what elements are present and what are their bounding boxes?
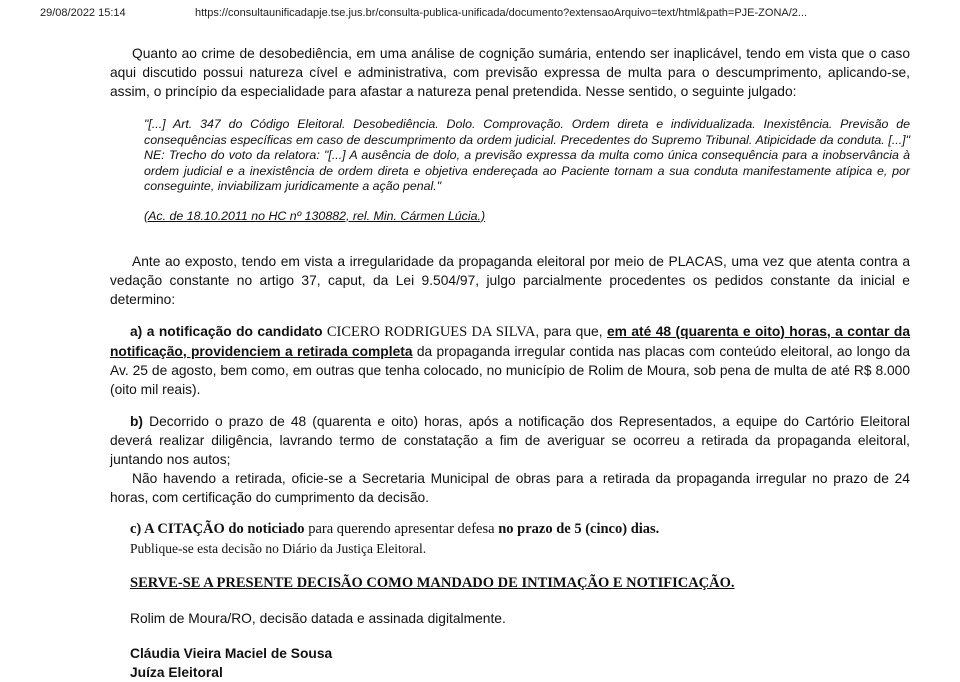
place-date-line: Rolim de Moura/RO, decisão datada e assinada digitalmente.	[130, 610, 506, 626]
paragraph-dispositivo: Ante ao exposto, tendo em vista a irregularidade da propaganda eleitoral por meio de PLACAS, uma vez que atenta contra a vedação constante no artigo 37, caput, da Lei 9.504/97, julgo parcialmente procedentes os pedidos constante da inicial e determino:	[110, 253, 910, 307]
item-b	[110, 412, 910, 469]
signer-name: Cláudia Vieira Maciel de Sousa	[130, 645, 333, 661]
item-a	[110, 322, 910, 399]
publish-line: Publique-se esta decisão no Diário da Justiça Eleitoral.	[130, 540, 427, 556]
serve-line: SERVE-SE A PRESENTE DECISÃO COMO MANDADO DE INTIMAÇÃO E NOTIFICAÇÃO.	[130, 574, 735, 591]
item-a-lead: a) a notificação do candidato	[130, 323, 323, 339]
item-c-lead: c) A CITAÇÃO do noticiado	[130, 520, 305, 537]
jurisprudence-citation: (Ac. de 18.10.2011 no HC nº 130882, rel. Min. Cármen Lúcia.)	[144, 208, 486, 223]
item-c-end: no prazo de 5 (cinco) dias.	[498, 520, 660, 537]
item-a-deadline: em até 48 (quarenta e oito) horas, a contar da notificação, providenciem a retirada completa	[110, 323, 910, 359]
item-c	[130, 520, 910, 539]
candidate-name: CICERO RODRIGUES DA SILVA	[322, 323, 536, 340]
item-c-mid: para querendo apresentar defesa	[304, 520, 499, 537]
paragraph-oficio: Não havendo a retirada, oficie-se a Secretaria Municipal de obras para a retirada da propaganda irregular no prazo de 24 horas, com certificação do cumprimento da decisão.	[110, 470, 910, 505]
signer-role: Juíza Eleitoral	[130, 664, 223, 680]
item-b-lead: b)	[130, 413, 144, 429]
print-url: https://consultaunificadapje.tse.jus.br/consulta-publica-unificada/documento?extensaoArquivo=text/html&path=PJE-ZONA/2...	[195, 7, 808, 19]
item-b-text: Decorrido o prazo de 48 (quarenta e oito) horas, após a notificação dos Representados, a equipe do Cartório Eleitoral deverá realizar diligência, lavrando termo de constatação a fim de averiguar se ocorreu a retirada da propaganda eleitoral, juntando nos autos;	[110, 413, 910, 467]
item-a-mid: , para que,	[535, 323, 607, 339]
document-body	[110, 44, 910, 682]
paragraph-desobediencia: Quanto ao crime de desobediência, em uma análise de cognição sumária, entendo ser inaplicável, tendo em vista que o caso aqui discutido possui natureza cível e administrativa, com previsão expressa de multa para o descumprimento, aplicando-se, assim, o princípio da especialidade para afastar a natureza penal pretendida. Nesse sentido, o seguinte julgado:	[110, 46, 910, 99]
jurisprudence-quote: "[...] Art. 347 do Código Eleitoral. Desobediência. Dolo. Comprovação. Ordem direta e individualizada. Inexistência. Previsão de consequências específicas em caso de descumprimento da ordem judicial. Precedentes do Supremo Tribunal. Atipicidade da conduta. [...]" NE: Trecho do voto da relatora: "[...] A ausência de dolo, a previsão expressa da multa como única consequência para a inobservância à ordem judicial e a inexistência de ordem direta e objetiva endereçada ao Paciente tornam a sua conduta manifestamente atípica e, por conseguinte, inviabilizam juridicamente a ação penal."	[144, 117, 910, 193]
print-date: 29/08/2022 15:14	[40, 7, 126, 19]
item-a-rest: da propaganda irregular contida nas placas com conteúdo eleitoral, ao longo da Av. 25 de agosto, bem como, em outras que tenha colocado, no município de Rolim de Moura, sob pena de multa de até R$ 8.000 (oito mil reais).	[110, 343, 911, 397]
